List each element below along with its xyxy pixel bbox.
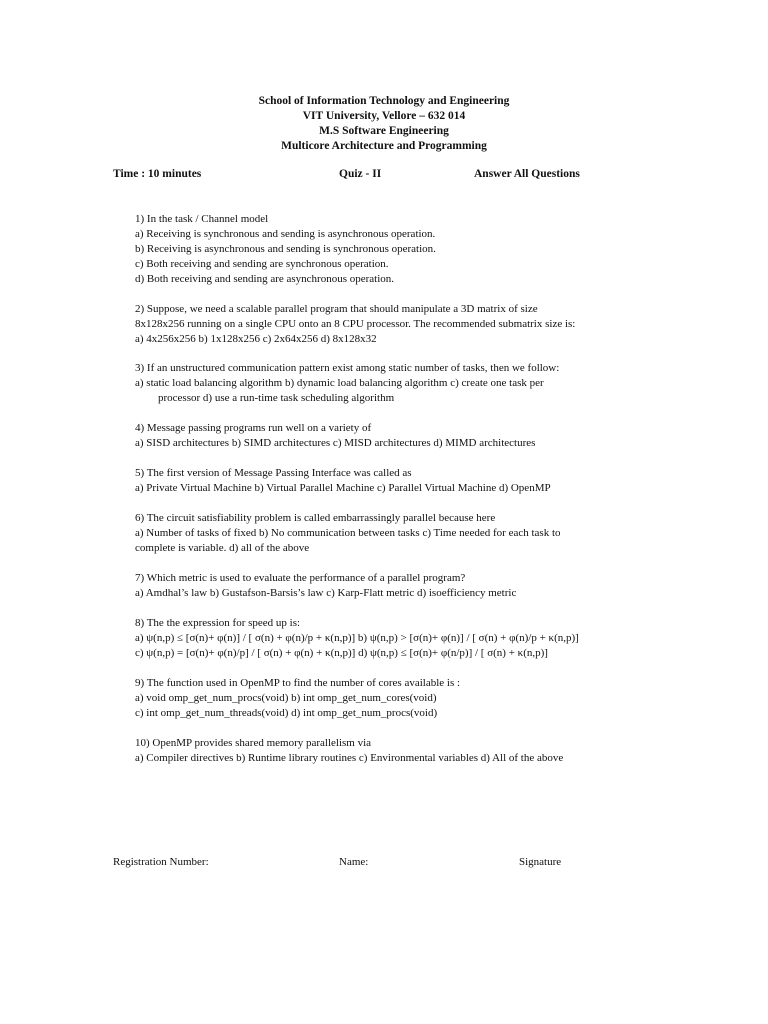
q9-options-ab: a) void omp_get_num_procs(void) b) int omp_get_num_cores(void) [135, 692, 437, 704]
program-line: M.S Software Engineering [319, 125, 449, 137]
q7-options: a) Amdhal’s law b) Gustafson-Barsis’s law c) Karp-Flatt metric d) isoefficiency metric [135, 587, 517, 599]
university-line: VIT University, Vellore – 632 014 [302, 110, 466, 122]
q3-stem: 3) If an unstructured communication pattern exist among static number of tasks, then we follow: [135, 362, 560, 374]
q2-stem: 2) Suppose, we need a scalable parallel program that should manipulate a 3D matrix of size [135, 303, 538, 315]
q8-stem: 8) The the expression for speed up is: [135, 617, 301, 629]
registration-number-label: Registration Number: [113, 856, 209, 868]
q6-stem: 6) The circuit satisfiability problem is called embarrassingly parallel because here [135, 512, 496, 524]
signature-label: Signature [519, 856, 562, 868]
time-limit: Time : 10 minutes [113, 168, 202, 180]
q4-stem: 4) Message passing programs run well on a variety of [135, 422, 372, 434]
q10-options: a) Compiler directives b) Runtime library routines c) Environmental variables d) All of the above [135, 752, 564, 764]
q1-option-d: d) Both receiving and sending are asynchronous operation. [135, 273, 395, 285]
course-title: Multicore Architecture and Programming [281, 140, 487, 152]
q9-stem: 9) The function used in OpenMP to find the number of cores available is : [135, 677, 461, 689]
q1-option-a: a) Receiving is synchronous and sending is asynchronous operation. [135, 228, 436, 240]
document-header [0, 94, 768, 154]
q10-stem: 10) OpenMP provides shared memory parallelism via [135, 737, 372, 749]
q1-option-c: c) Both receiving and sending are synchronous operation. [135, 258, 389, 270]
q9-options-cd: c) int omp_get_num_threads(void) d) int omp_get_num_procs(void) [135, 707, 438, 719]
q6-options-cont: complete is variable. d) all of the above [135, 542, 310, 554]
q3-options: a) static load balancing algorithm b) dynamic load balancing algorithm c) create one task per [135, 377, 544, 389]
q6-options: a) Number of tasks of fixed b) No communication between tasks c) Time needed for each task to [135, 527, 561, 539]
q8-options-cd: c) ψ(n,p) = [σ(n)+ φ(n)/p] / [ σ(n) + φ(n) + κ(n,p)] d) ψ(n,p) ≤ [σ(n)+ φ(n/p)] / [ σ(n) + κ(n,p)] [135, 647, 548, 659]
q7-stem: 7) Which metric is used to evaluate the performance of a parallel program? [135, 572, 466, 584]
quiz-meta-row [113, 168, 633, 184]
q3-options-cont: processor d) use a run-time task scheduling algorithm [158, 392, 395, 404]
school-title: School of Information Technology and Engineering [258, 95, 510, 107]
quiz-number: Quiz - II [339, 168, 382, 180]
q4-options: a) SISD architectures b) SIMD architectures c) MISD architectures d) MIMD architectures [135, 437, 536, 449]
q5-options: a) Private Virtual Machine b) Virtual Parallel Machine c) Parallel Virtual Machine d) OpenMP [135, 482, 551, 494]
instruction: Answer All Questions [474, 168, 580, 180]
q1-option-b: b) Receiving is asynchronous and sending is synchronous operation. [135, 243, 436, 255]
q1-stem: 1) In the task / Channel model [135, 213, 269, 225]
q2-options: a) 4x256x256 b) 1x128x256 c) 2x64x256 d) 8x128x32 [135, 333, 377, 345]
q2-stem-cont: 8x128x256 running on a single CPU onto an 8 CPU processor. The recommended submatrix size is: [135, 318, 576, 330]
name-label: Name: [339, 856, 369, 868]
q5-stem: 5) The first version of Message Passing Interface was called as [135, 467, 412, 479]
q8-options-ab: a) ψ(n,p) ≤ [σ(n)+ φ(n)] / [ σ(n) + φ(n)/p + κ(n,p)] b) ψ(n,p) > [σ(n)+ φ(n)] / [ σ(n) + φ(n)/p + κ(n,p)] [135, 632, 579, 644]
